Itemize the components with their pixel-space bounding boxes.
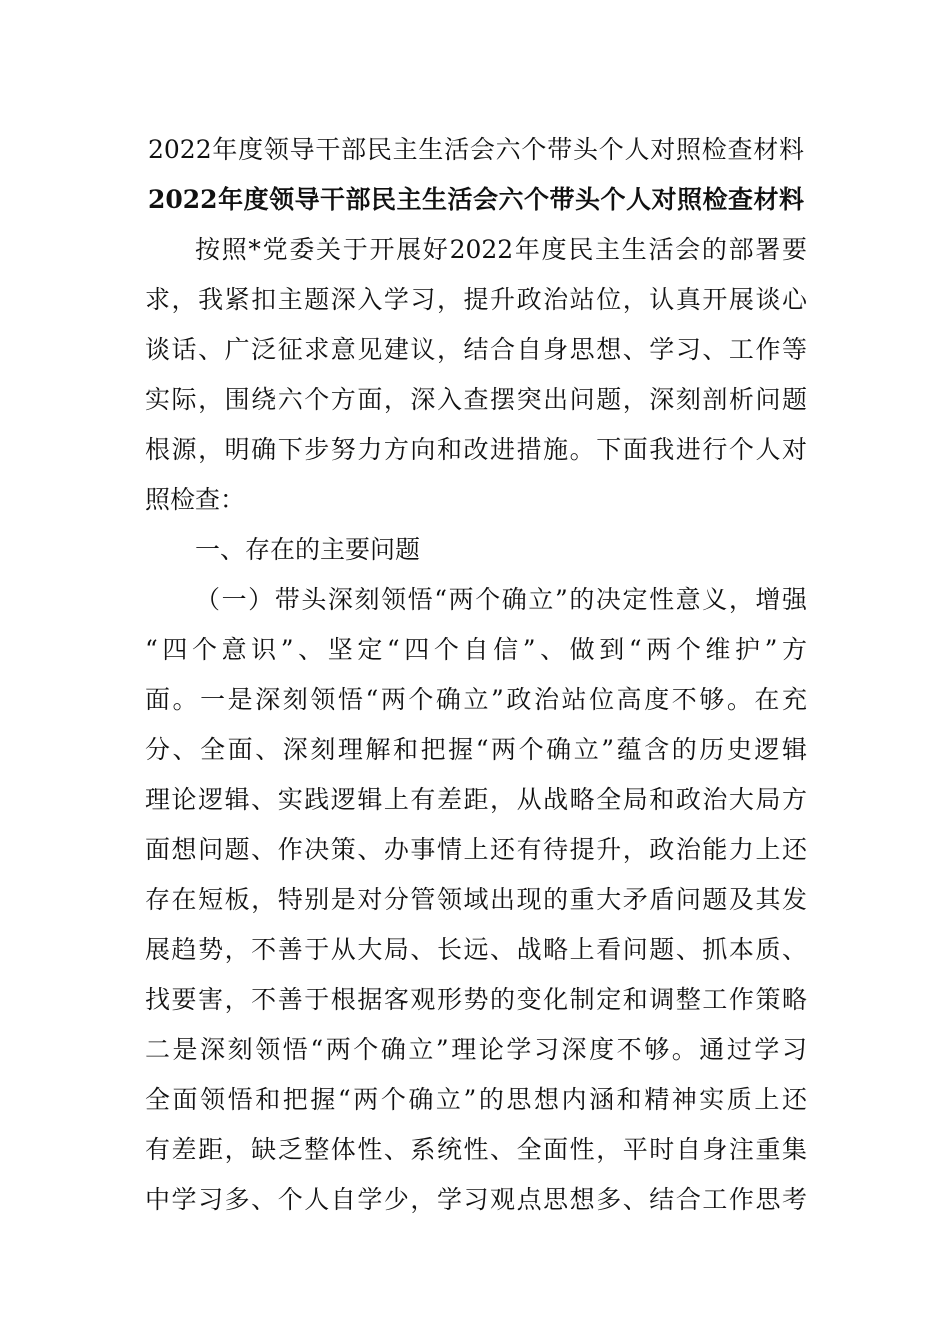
paragraph-line: （一）带头深刻领悟“两个确立”的决定性意义，增强 (195, 585, 807, 614)
paragraph-line: 理论逻辑、实践逻辑上有差距，从战略全局和政治大局方 (145, 785, 807, 814)
paragraph-line: 谈话、广泛征求意见建议，结合自身思想、学习、工作等 (145, 335, 807, 364)
section-heading: 一、存在的主要问题 (195, 535, 421, 564)
paragraph-line: “四个意识”、坚定“四个自信”、做到“两个维护”方 (145, 635, 807, 664)
paragraph-line: 找要害，不善于根据客观形势的变化制定和调整工作策略 (145, 985, 807, 1014)
paragraph-line: 有差距，缺乏整体性、系统性、全面性，平时自身注重集 (145, 1135, 807, 1164)
paragraph-line: 求，我紧扣主题深入学习，提升政治站位，认真开展谈心 (145, 285, 807, 314)
document-title-repeat: 2022年度领导干部民主生活会六个带头个人对照检查材料 (148, 185, 804, 214)
paragraph-line: 按照*党委关于开展好2022年度民主生活会的部署要 (195, 235, 807, 264)
paragraph-line: 分、全面、深刻理解和把握“两个确立”蕴含的历史逻辑 (145, 735, 807, 764)
document-title: 2022年度领导干部民主生活会六个带头个人对照检查材料 (148, 135, 804, 164)
paragraph-line: 面想问题、作决策、办事情上还有待提升，政治能力上还 (145, 835, 807, 864)
paragraph-line: 存在短板，特别是对分管领域出现的重大矛盾问题及其发 (145, 885, 807, 914)
paragraph-line: 全面领悟和把握“两个确立”的思想内涵和精神实质上还 (145, 1085, 807, 1114)
paragraph-line: 面。一是深刻领悟“两个确立”政治站位高度不够。在充 (145, 685, 807, 714)
paragraph-line: 展趋势，不善于从大局、长远、战略上看问题、抓本质、 (145, 935, 807, 964)
paragraph-line: 根源，明确下步努力方向和改进措施。下面我进行个人对 (145, 435, 807, 464)
paragraph-line: 照检查： (145, 485, 246, 514)
paragraph-line: 中学习多、个人自学少，学习观点思想多、结合工作思考 (145, 1185, 807, 1214)
paragraph-line: 实际，围绕六个方面，深入查摆突出问题，深刻剖析问题 (145, 385, 807, 414)
paragraph-line: 二是深刻领悟“两个确立”理论学习深度不够。通过学习 (145, 1035, 807, 1064)
